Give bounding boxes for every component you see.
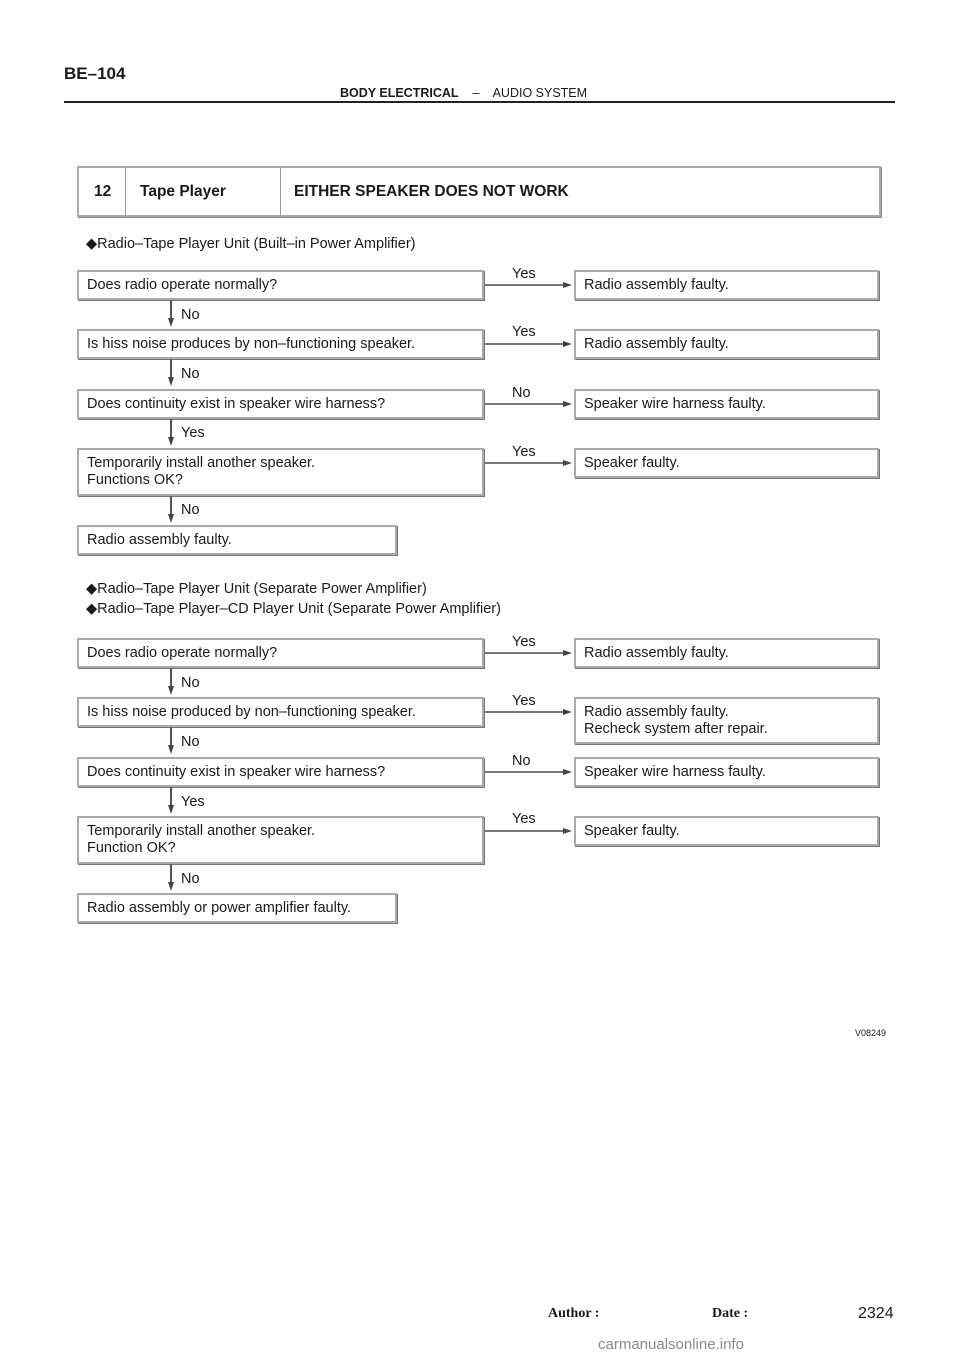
s2-question-4 [77,816,484,864]
s2-q2-no-label: No [181,734,200,750]
section1-heading: ◆Radio–Tape Player Unit (Built–in Power Amplifier) [86,236,416,252]
title-category: Tape Player [140,183,226,200]
title-box [77,166,881,217]
s2-q2-text: Is hiss noise produced by non–functioning speaker. [87,703,416,720]
s2-q4-line2: Function OK? [87,840,176,856]
s2-r1-text: Radio assembly faulty. [584,644,729,661]
s1-q2-text: Is hiss noise produces by non–functioning speaker. [87,335,416,352]
s2-r4-text: Speaker faulty. [584,822,680,839]
s2-question-1 [77,638,484,668]
s1-q3-no-label: No [512,385,531,401]
s1-final-text: Radio assembly faulty. [87,531,232,548]
s2-r2-line2: Recheck system after repair. [584,720,768,737]
s1-result-4 [574,448,879,478]
s2-question-2 [77,697,484,727]
s2-q4-line1: Temporarily install another speaker. [87,823,316,839]
s2-result-3 [574,757,879,787]
s1-question-3 [77,389,484,419]
arrow-right-icon [563,828,572,834]
s2-result-4 [574,816,879,846]
section-main: BODY ELECTRICAL [340,86,459,100]
s1-q1-yes-line [484,284,564,286]
s1-result-1 [574,270,879,300]
arrow-down-icon [168,805,174,814]
s1-q3-yes-line [170,419,172,437]
s2-q4-yes-label: Yes [512,811,536,827]
s1-q2-no-line [170,359,172,377]
s1-q1-no-label: No [181,307,200,323]
s2-result-1 [574,638,879,668]
s1-q2-yes-line [484,343,564,345]
s2-q3-text: Does continuity exist in speaker wire harness? [87,763,386,780]
arrow-down-icon [168,686,174,695]
arrow-down-icon [168,514,174,523]
s2-q3-yes-line [170,787,172,805]
s1-question-4 [77,448,484,496]
arrow-down-icon [168,745,174,754]
arrow-right-icon [563,282,572,288]
section-header [340,86,587,100]
s1-r2-text: Radio assembly faulty. [584,335,729,352]
date-label: Date : [712,1306,749,1321]
s1-question-2 [77,329,484,359]
arrow-right-icon [563,460,572,466]
s1-q2-yes-label: Yes [512,324,536,340]
page-number: 2324 [858,1305,894,1322]
figure-code: V08249 [855,1028,887,1038]
page-code: BE–104 [64,64,126,83]
s1-q2-no-label: No [181,366,200,382]
arrow-down-icon [168,437,174,446]
s2-q1-yes-line [484,652,564,654]
s2-r3-text: Speaker wire harness faulty. [584,763,766,780]
s2-q2-yes-label: Yes [512,693,536,709]
s2-final-result [77,893,397,923]
section2-heading-1: ◆Radio–Tape Player Unit (Separate Power Amplifier) [86,581,427,597]
title-number: 12 [94,183,112,200]
s2-r2-line1: Radio assembly faulty. [584,703,729,720]
s1-q1-no-line [170,300,172,318]
s1-r4-text: Speaker faulty. [584,454,680,471]
arrow-right-icon [563,769,572,775]
author-label: Author : [548,1306,600,1321]
s2-q1-yes-label: Yes [512,634,536,650]
section2-heading-2: ◆Radio–Tape Player–CD Player Unit (Separate Power Amplifier) [86,601,501,617]
s2-final-text: Radio assembly or power amplifier faulty. [87,899,352,916]
arrow-right-icon [563,650,572,656]
s2-q1-no-line [170,668,172,686]
arrow-down-icon [168,318,174,327]
s2-q2-no-line [170,727,172,745]
watermark[interactable]: carmanualsonline.info [598,1336,744,1353]
s1-q3-text: Does continuity exist in speaker wire harness? [87,395,386,412]
s2-q3-yes-label: Yes [181,794,205,810]
arrow-right-icon [563,709,572,715]
s2-q2-yes-line [484,711,564,713]
arrow-right-icon [563,401,572,407]
s1-r3-text: Speaker wire harness faulty. [584,395,766,412]
s1-q4-line1: Temporarily install another speaker. [87,455,316,471]
s2-q1-no-label: No [181,675,200,691]
s1-q4-line2: Functions OK? [87,472,183,488]
s1-q4-yes-line [484,462,564,464]
title-divider [125,168,126,215]
arrow-down-icon [168,882,174,891]
s1-q4-no-line [170,496,172,514]
s1-q4-no-label: No [181,502,200,518]
arrow-down-icon [168,377,174,386]
s1-question-1 [77,270,484,300]
s2-result-2 [574,697,879,744]
s2-q3-no-label: No [512,753,531,769]
header-rule [64,101,895,103]
s2-q4-no-label: No [181,871,200,887]
s2-q3-no-line [484,771,564,773]
section-dash: – [472,86,480,100]
s1-q4-yes-label: Yes [512,444,536,460]
s1-q1-text: Does radio operate normally? [87,276,278,293]
s2-q4-yes-line [484,830,564,832]
s1-q1-yes-label: Yes [512,266,536,282]
s2-q4-no-line [170,864,172,882]
section-sub: AUDIO SYSTEM [492,86,588,100]
s1-q3-no-line [484,403,564,405]
s1-result-3 [574,389,879,419]
s2-q1-text: Does radio operate normally? [87,644,278,661]
s2-question-3 [77,757,484,787]
s1-result-2 [574,329,879,359]
title-divider [280,168,281,215]
arrow-right-icon [563,341,572,347]
s1-q3-yes-label: Yes [181,425,205,441]
s1-r1-text: Radio assembly faulty. [584,276,729,293]
title-problem: EITHER SPEAKER DOES NOT WORK [294,183,569,200]
s1-final-result [77,525,397,555]
